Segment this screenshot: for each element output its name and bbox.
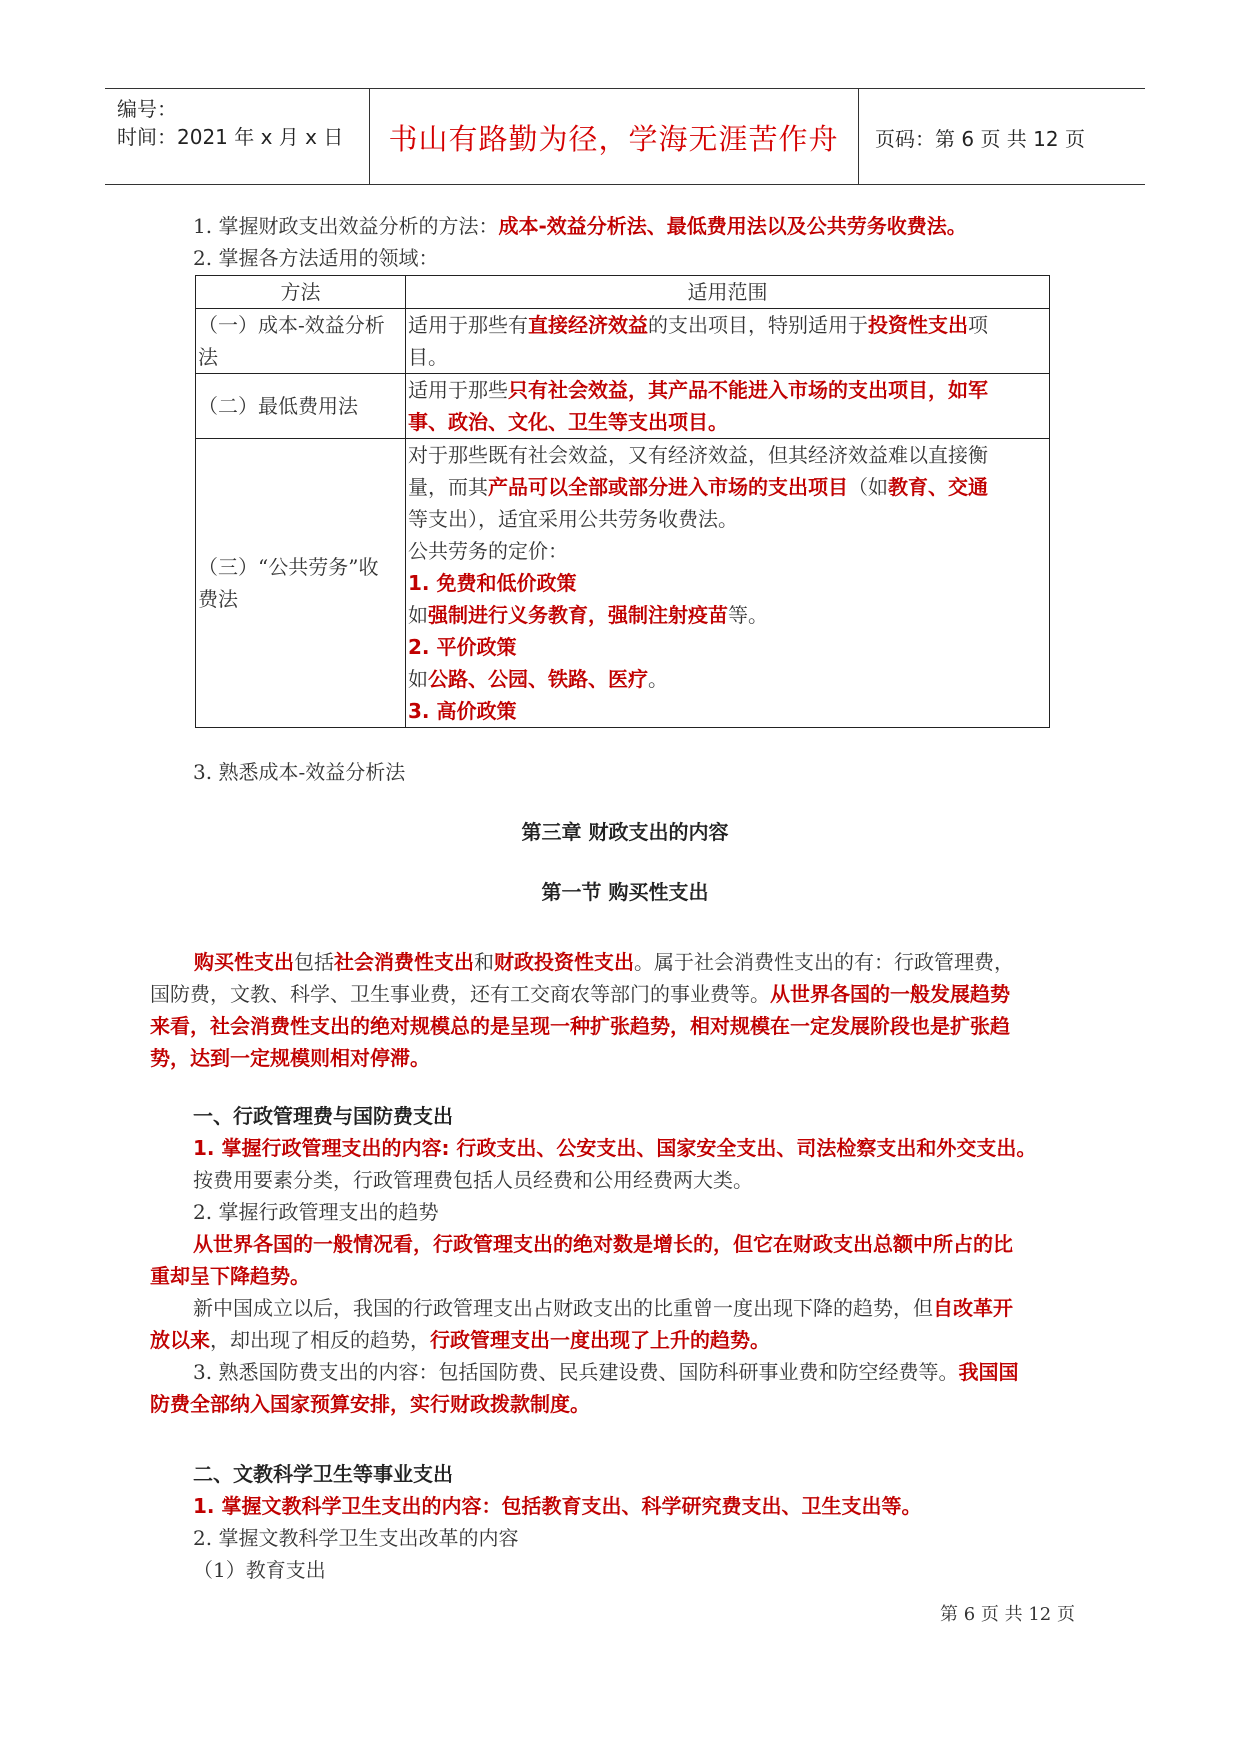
methods-table xyxy=(195,275,1050,728)
scope-highlight: 公路、公园、铁路、医疗 xyxy=(428,667,648,691)
highlight: 从世界各国的一般发展趋势 xyxy=(770,982,1010,1006)
scope-highlight: 产品可以全部或部分进入市场的支出项目 xyxy=(488,475,848,499)
scope-line xyxy=(408,374,1047,406)
paragraph-line: 重却呈下降趋势。 xyxy=(150,1264,310,1288)
header-divider-right xyxy=(858,89,859,184)
text: 和 xyxy=(474,950,494,974)
scope-text: 如 xyxy=(408,603,428,627)
page-header xyxy=(105,88,1145,185)
text: 包括 xyxy=(294,950,334,974)
scope-text: 适用于那些有 xyxy=(408,313,528,337)
method-text: （一）成本-效益分析 xyxy=(198,313,385,337)
intro-line-1-text: 1. 掌握财政支出效益分析的方法： xyxy=(193,214,499,238)
scope-text: 的支出项目，特别适用于 xyxy=(648,313,868,337)
table-header-method: 方法 xyxy=(196,276,406,309)
scope-text: 。 xyxy=(648,667,668,691)
subsection-title: 二、文教科学卫生等事业支出 xyxy=(193,1462,453,1486)
scope-text: 量，而其 xyxy=(408,475,488,499)
text: ，却出现了相反的趋势， xyxy=(210,1328,430,1352)
chapter-title: 第三章 财政支出的内容 xyxy=(521,820,729,844)
table-row xyxy=(196,439,1050,728)
text: 新中国成立以后，我国的行政管理支出占财政支出的比重曾一度出现下降的趋势，但 xyxy=(193,1296,933,1320)
method-text: （三）“公共劳务”收 xyxy=(198,555,379,579)
highlight: 财政投资性支出 xyxy=(494,950,634,974)
paragraph-line: 势，达到一定规模则相对停滞。 xyxy=(150,1046,430,1070)
method-cell xyxy=(196,439,406,728)
scope-highlight: 只有社会效益，其产品不能进入市场的支出项目，如军 xyxy=(508,378,988,402)
highlight: 购买性支出 xyxy=(194,950,294,974)
header-time: 时间：2021 年 x 月 x 日 xyxy=(117,125,344,149)
header-page-number: 页码：第 6 页 共 12 页 xyxy=(875,127,1085,151)
scope-highlight: 投资性支出 xyxy=(868,313,968,337)
paragraph-line: 从世界各国的一般情况看，行政管理支出的绝对数是增长的，但它在财政支出总额中所占的比 xyxy=(193,1232,1013,1256)
table-header-scope: 适用范围 xyxy=(406,276,1050,309)
table-row xyxy=(196,309,1050,374)
scope-text: 如 xyxy=(408,667,428,691)
header-meta xyxy=(117,95,343,151)
after-table xyxy=(193,756,1093,788)
scope-line xyxy=(408,309,1047,341)
text: 3. 熟悉国防费支出的内容：包括国防费、民兵建设费、国防科研事业费和防空经费等。 xyxy=(193,1360,959,1384)
scope-cell xyxy=(406,309,1050,374)
paragraph-line xyxy=(150,1324,1113,1356)
scope-line xyxy=(408,663,1047,695)
scope-line xyxy=(408,471,1047,503)
table-header-row xyxy=(196,276,1050,309)
method-text: 法 xyxy=(198,345,218,369)
paragraph-line: 防费全部纳入国家预算安排，实行财政拨款制度。 xyxy=(150,1392,590,1416)
intro-line-1-highlight: 成本-效益分析法、最低费用法以及公共劳务收费法。 xyxy=(498,214,967,238)
paragraph-line xyxy=(150,946,1110,978)
paragraph-line: （1）教育支出 xyxy=(193,1558,326,1582)
scope-line: 对于那些既有社会效益，又有经济效益，但其经济效益难以直接衡 xyxy=(408,443,988,467)
paragraph-line: 1. 掌握行政管理支出的内容: 行政支出、公安支出、国家安全支出、司法检察支出和外交支出。 xyxy=(193,1136,1037,1160)
highlight: 行政管理支出一度出现了上升的趋势。 xyxy=(430,1328,770,1352)
scope-line: 事、政治、文化、卫生等支出项目。 xyxy=(408,410,728,434)
highlight: 自改革开 xyxy=(933,1296,1013,1320)
method-cell xyxy=(196,309,406,374)
paragraph-line xyxy=(193,1356,1113,1388)
paragraph-1 xyxy=(150,946,1110,1074)
text: 国防费，文教、科学、卫生事业费，还有工交商农等部门的事业费等。 xyxy=(150,982,770,1006)
text: 。属于社会消费性支出的有：行政管理费， xyxy=(634,950,1014,974)
scope-text: 等。 xyxy=(728,603,768,627)
subsection-1 xyxy=(150,1100,1113,1420)
intro xyxy=(193,210,1093,274)
scope-line xyxy=(408,599,1047,631)
scope-highlight: 直接经济效益 xyxy=(528,313,648,337)
scope-highlight: 教育、交通 xyxy=(888,475,988,499)
highlight: 我国国 xyxy=(958,1360,1019,1384)
method-text: 费法 xyxy=(198,587,238,611)
subsection-2 xyxy=(193,1458,1113,1586)
paragraph-line xyxy=(193,1292,1113,1324)
header-number: 编号： xyxy=(117,97,177,121)
paragraph-line: 2. 掌握文教科学卫生支出改革的内容 xyxy=(193,1526,519,1550)
pricing-policy-3: 3. 高价政策 xyxy=(408,699,517,723)
paragraph-line xyxy=(150,978,1110,1010)
scope-text: 项 xyxy=(968,313,988,337)
pricing-policy-2: 2. 平价政策 xyxy=(408,635,517,659)
paragraph-line: 按费用要素分类，行政管理费包括人员经费和公用经费两大类。 xyxy=(193,1168,753,1192)
scope-text: 适用于那些 xyxy=(408,378,508,402)
intro-line-2: 2. 掌握各方法适用的领域： xyxy=(193,246,439,270)
paragraph-line: 来看，社会消费性支出的绝对规模总的是呈现一种扩张趋势，相对规模在一定发展阶段也是扩张趋 xyxy=(150,1014,1010,1038)
table-row xyxy=(196,374,1050,439)
scope-highlight: 强制进行义务教育，强制注射疫苗 xyxy=(428,603,728,627)
scope-cell xyxy=(406,374,1050,439)
after-table-line: 3. 熟悉成本-效益分析法 xyxy=(193,760,406,784)
scope-text: （如 xyxy=(848,475,888,499)
scope-cell xyxy=(406,439,1050,728)
method-cell: （二）最低费用法 xyxy=(196,374,406,439)
page-footer: 第 6 页 共 12 页 xyxy=(940,1604,1075,1625)
pricing-policy-1: 1. 免费和低价政策 xyxy=(408,571,577,595)
paragraph-line: 2. 掌握行政管理支出的趋势 xyxy=(193,1200,439,1224)
subsection-title: 一、行政管理费与国防费支出 xyxy=(193,1104,453,1128)
section-title: 第一节 购买性支出 xyxy=(541,880,709,904)
scope-line: 目。 xyxy=(408,345,448,369)
highlight: 社会消费性支出 xyxy=(334,950,474,974)
highlight: 放以来 xyxy=(150,1328,210,1352)
header-motto: 书山有路勤为径，学海无涯苦作舟 xyxy=(388,122,839,156)
scope-line: 公共劳务的定价： xyxy=(408,539,568,563)
intro-line-1 xyxy=(193,210,1093,242)
scope-line: 等支出），适宜采用公共劳务收费法。 xyxy=(408,507,738,531)
paragraph-line: 1. 掌握文教科学卫生支出的内容：包括教育支出、科学研究费支出、卫生支出等。 xyxy=(193,1494,922,1518)
